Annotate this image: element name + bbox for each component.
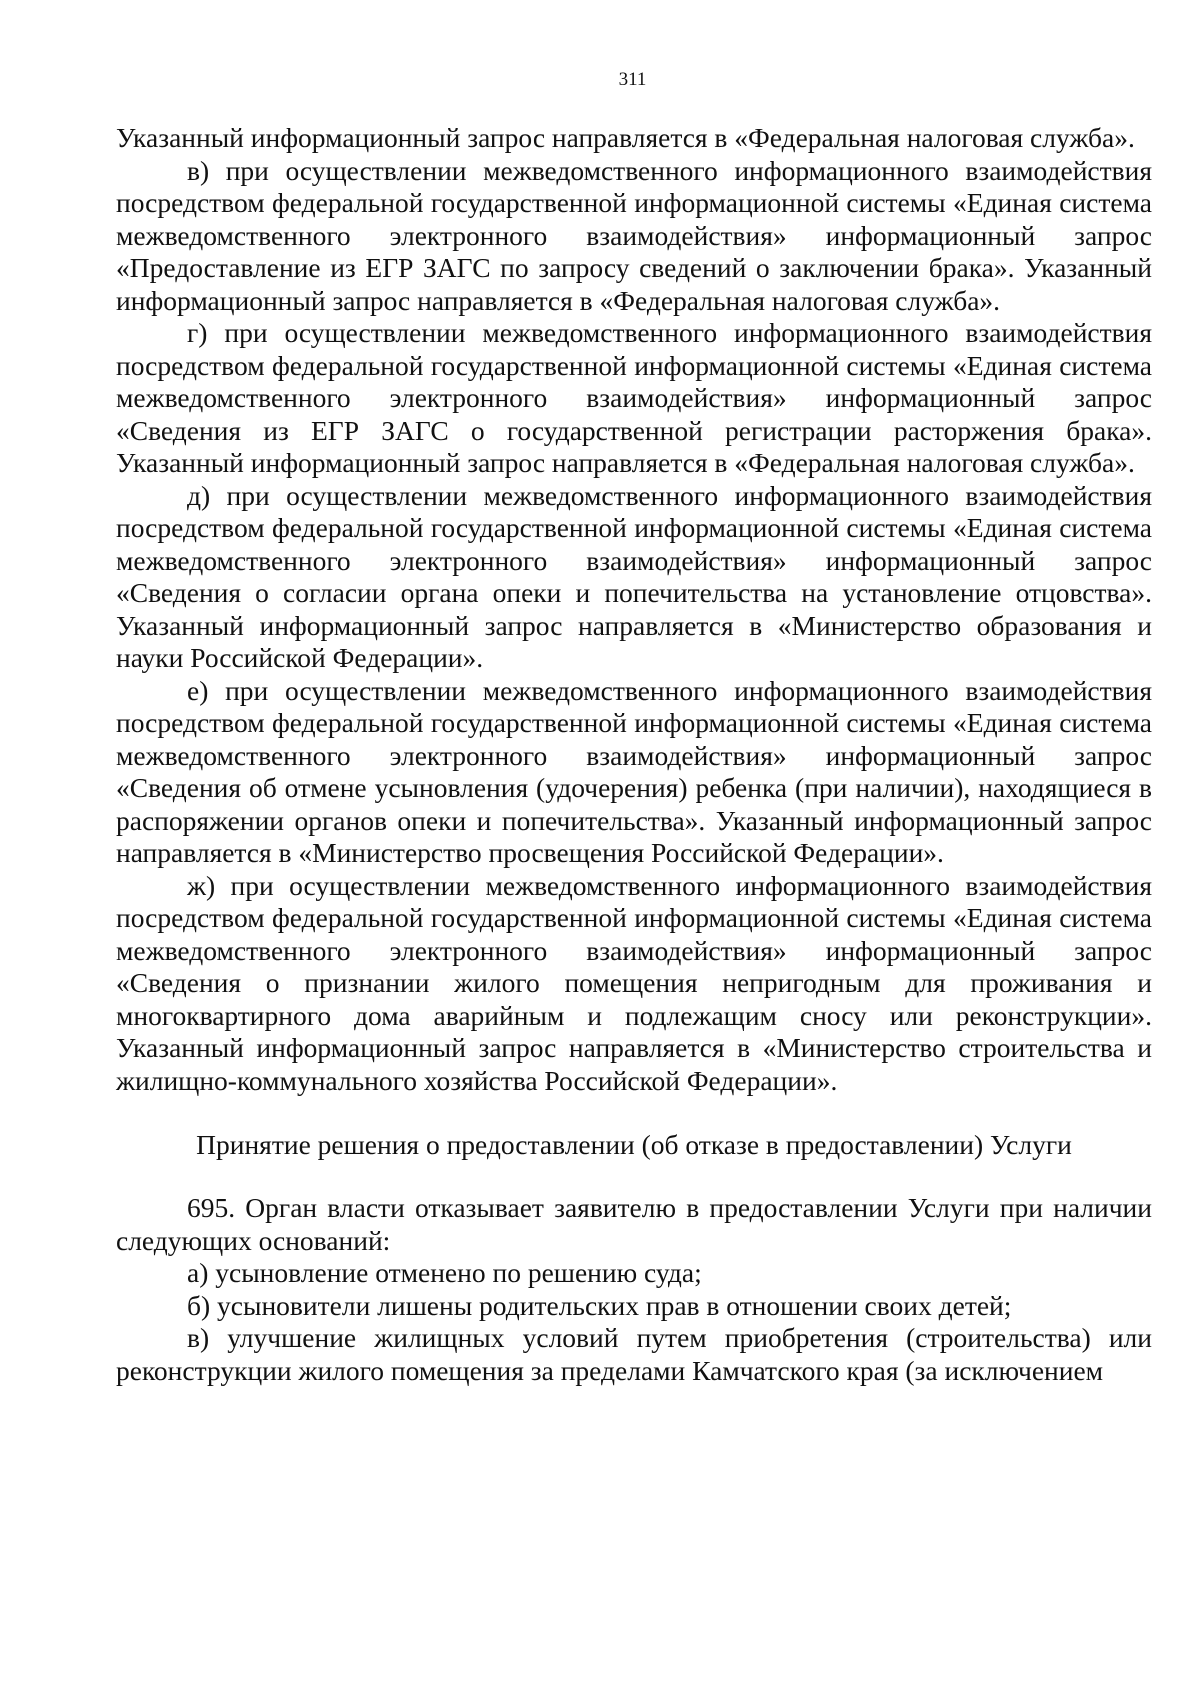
paragraph-695: 695. Орган власти отказывает заявителю в предоставлении Услуги при наличии следующих оснований: [116,1192,1152,1256]
list-item-b: б) усыновители лишены родительских прав в отношении своих детей; [187,1289,1012,1321]
paragraph-item-zh: ж) при осуществлении межведомственного информационного взаимодействия посредством федеральной государственной информационной системы «Единая система межведомственного электронного взаимодействия» информационный запрос «Сведения о признании жилого помещения непригодным для проживания и многоквартирного дома аварийным и подлежащим сносу или реконструкции». Указанный информационный запрос направляется в «Министерство строительства и жилищно-коммунального хозяйства Российской Федерации». [116,869,1152,1096]
paragraph-continuation: Указанный информационный запрос направляется в «Федеральная налоговая служба». [116,122,1135,153]
paragraph-item-e: е) при осуществлении межведомственного информационного взаимодействия посредством федеральной государственной информационной системы «Единая система межведомственного электронного взаимодействия» информационный запрос «Сведения об отмене усыновления (удочерения) ребенка (при наличии), находящиеся в распоряжении органов опеки и попечительства». Указанный информационный запрос направляется в «Министерство просвещения Российской Федерации». [116,674,1152,868]
list-item-v: в) улучшение жилищных условий путем приобретения (строительства) или реконструкции жилого помещения за пределами Камчатского края (за исключением [116,1322,1152,1386]
document-body [116,122,1152,1387]
paragraph-item-v: в) при осуществлении межведомственного информационного взаимодействия посредством федеральной государственной информационной системы «Единая система межведомственного электронного взаимодействия» информационный запрос «Предоставление из ЕГР ЗАГС по запросу сведений о заключении брака». Указанный информационный запрос направляется в «Федеральная налоговая служба». [116,154,1152,316]
list-item-a: а) усыновление отменено по решению суда; [187,1257,702,1288]
paragraph-item-d: д) при осуществлении межведомственного информационного взаимодействия посредством федеральной государственной информационной системы «Единая система межведомственного электронного взаимодействия» информационный запрос «Сведения о согласии органа опеки и попечительства на установление отцовства». Указанный информационный запрос направляется в «Министерство образования и науки Российской Федерации». [116,479,1152,673]
page-number: 311 [618,69,647,90]
section-heading: Принятие решения о предоставлении (об отказе в предоставлении) Услуги [196,1129,1072,1160]
paragraph-item-g: г) при осуществлении межведомственного информационного взаимодействия посредством федеральной государственной информационной системы «Единая система межведомственного электронного взаимодействия» информационный запрос «Сведения из ЕГР ЗАГС о государственной регистрации расторжения брака». Указанный информационный запрос направляется в «Федеральная налоговая служба». [116,317,1152,478]
